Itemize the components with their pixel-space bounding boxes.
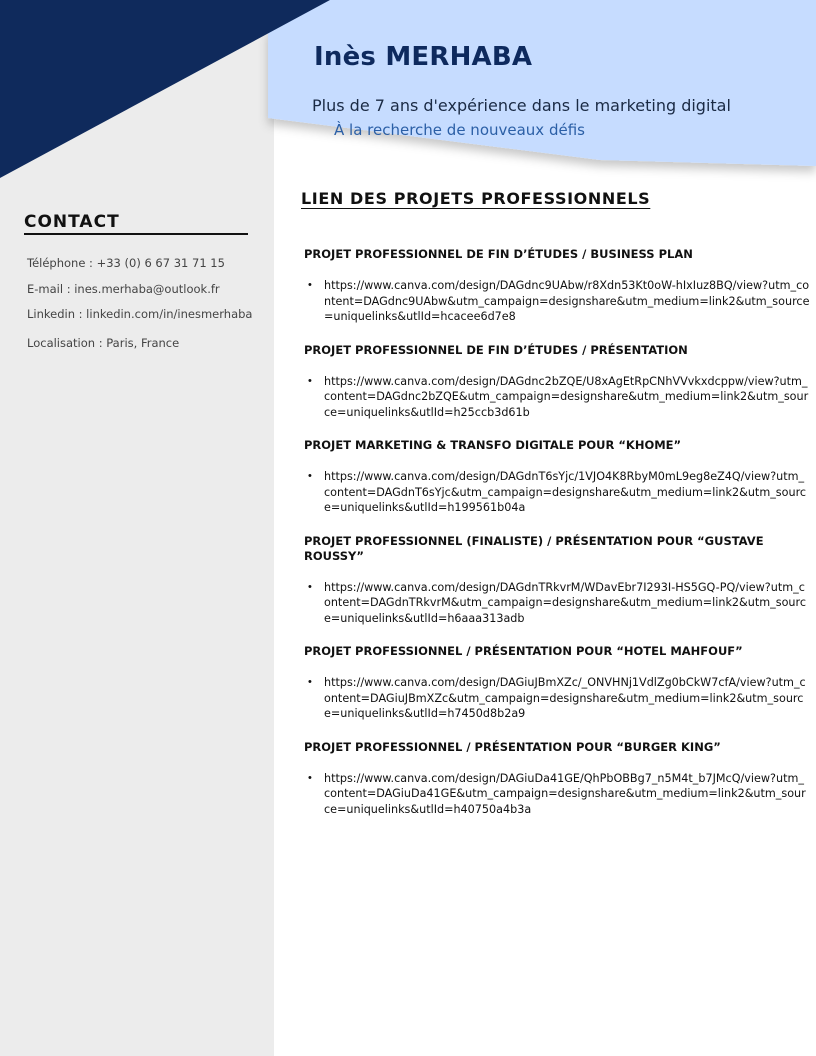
project-link[interactable]: https://www.canva.com/design/DAGdnc2bZQE/U8xAgEtRpCNhVVvkxdcppw/view?utm_content=DAGdnc2bZQE&utm_campaign=designshare&utm_medium=link2&utm_source=uniquelinks&utlId=h25ccb3d61b	[324, 374, 809, 419]
contact-location: Localisation : Paris, France	[27, 336, 180, 350]
project-title: PROJET PROFESSIONNEL DE FIN D’ÉTUDES / PRÉSENTATION	[304, 342, 688, 357]
project-link-row	[304, 374, 810, 421]
bullet-icon: •	[308, 374, 312, 387]
candidate-subtitle: Plus de 7 ans d'expérience dans le marketing digital	[312, 96, 731, 115]
contact-phone: Téléphone : +33 (0) 6 67 31 71 15	[27, 256, 225, 270]
bullet-icon: •	[308, 279, 312, 291]
project-link-row	[304, 278, 810, 325]
contact-email: E-mail : ines.merhaba@outlook.fr	[27, 282, 220, 296]
candidate-tagline: À la recherche de nouveaux défis	[334, 121, 585, 139]
project-link-row	[304, 469, 810, 516]
project-link[interactable]: https://www.canva.com/design/DAGdnT6sYjc/1VJO4K8RbyM0mL9eg8eZ4Q/view?utm_content=DAGdnT6sYjc&utm_campaign=designshare&utm_medium=link2&utm_source=uniquelinks&utlId=h199561b04a	[324, 470, 807, 514]
project-title: PROJET PROFESSIONNEL (FINALISTE) / PRÉSENTATION POUR “GUSTAVE ROUSSY”	[304, 533, 764, 563]
contact-heading: CONTACT	[24, 212, 120, 232]
projects-section-heading: LIEN DES PROJETS PROFESSIONNELS	[301, 189, 651, 208]
project-item	[304, 247, 810, 325]
bullet-icon: •	[308, 470, 312, 482]
project-title: PROJET PROFESSIONNEL DE FIN D’ÉTUDES / BUSINESS PLAN	[304, 247, 693, 261]
project-link[interactable]: https://www.canva.com/design/DAGiuDa41GE/QhPbOBBg7_n5M4t_b7JMcQ/view?utm_content=DAGiuDa41GE&utm_campaign=designshare&utm_medium=link2&utm_source=uniquelinks&utlId=h40750a4b3a	[324, 771, 806, 816]
projects-list	[304, 247, 810, 835]
contact-linkedin: Linkedin : linkedin.com/in/inesmerhaba	[27, 307, 253, 321]
project-title: PROJET PROFESSIONNEL / PRÉSENTATION POUR “BURGER KING”	[304, 739, 721, 754]
project-title: PROJET MARKETING & TRANSFO DIGITALE POUR “KHOME”	[304, 438, 682, 452]
project-item	[304, 438, 810, 516]
contact-divider	[24, 233, 248, 235]
project-item	[304, 740, 810, 818]
bullet-icon: •	[308, 676, 312, 688]
project-link-row	[304, 675, 810, 722]
project-item	[304, 343, 810, 421]
project-link-row	[304, 771, 810, 818]
project-link[interactable]: https://www.canva.com/design/DAGdnc9UAbw/r8Xdn53Kt0oW-hIxIuz8BQ/view?utm_content=DAGdnc9UAbw&utm_campaign=designshare&utm_medium=link2&utm_source=uniquelinks&utlId=hcacee6d7e8	[324, 279, 810, 323]
candidate-name: Inès MERHABA	[314, 42, 533, 72]
project-link-row	[304, 580, 810, 627]
project-title: PROJET PROFESSIONNEL / PRÉSENTATION POUR “HOTEL MAHFOUF”	[304, 644, 743, 658]
project-item	[304, 644, 810, 722]
bullet-icon: •	[308, 771, 312, 784]
project-link[interactable]: https://www.canva.com/design/DAGdnTRkvrM/WDavEbr7I293I-HS5GQ-PQ/view?utm_content=DAGdnTRkvrM&utm_campaign=designshare&utm_medium=link2&utm_source=uniquelinks&utlId=h6aaa313adb	[324, 580, 807, 625]
light-blue-banner	[268, 0, 816, 166]
bullet-icon: •	[308, 580, 312, 593]
project-link[interactable]: https://www.canva.com/design/DAGiuJBmXZc/_ONVHNj1VdlZg0bCkW7cfA/view?utm_content=DAGiuJBmXZc&utm_campaign=designshare&utm_medium=link2&utm_source=uniquelinks&utlId=h7450d8b2a9	[324, 676, 806, 720]
project-item	[304, 534, 810, 627]
